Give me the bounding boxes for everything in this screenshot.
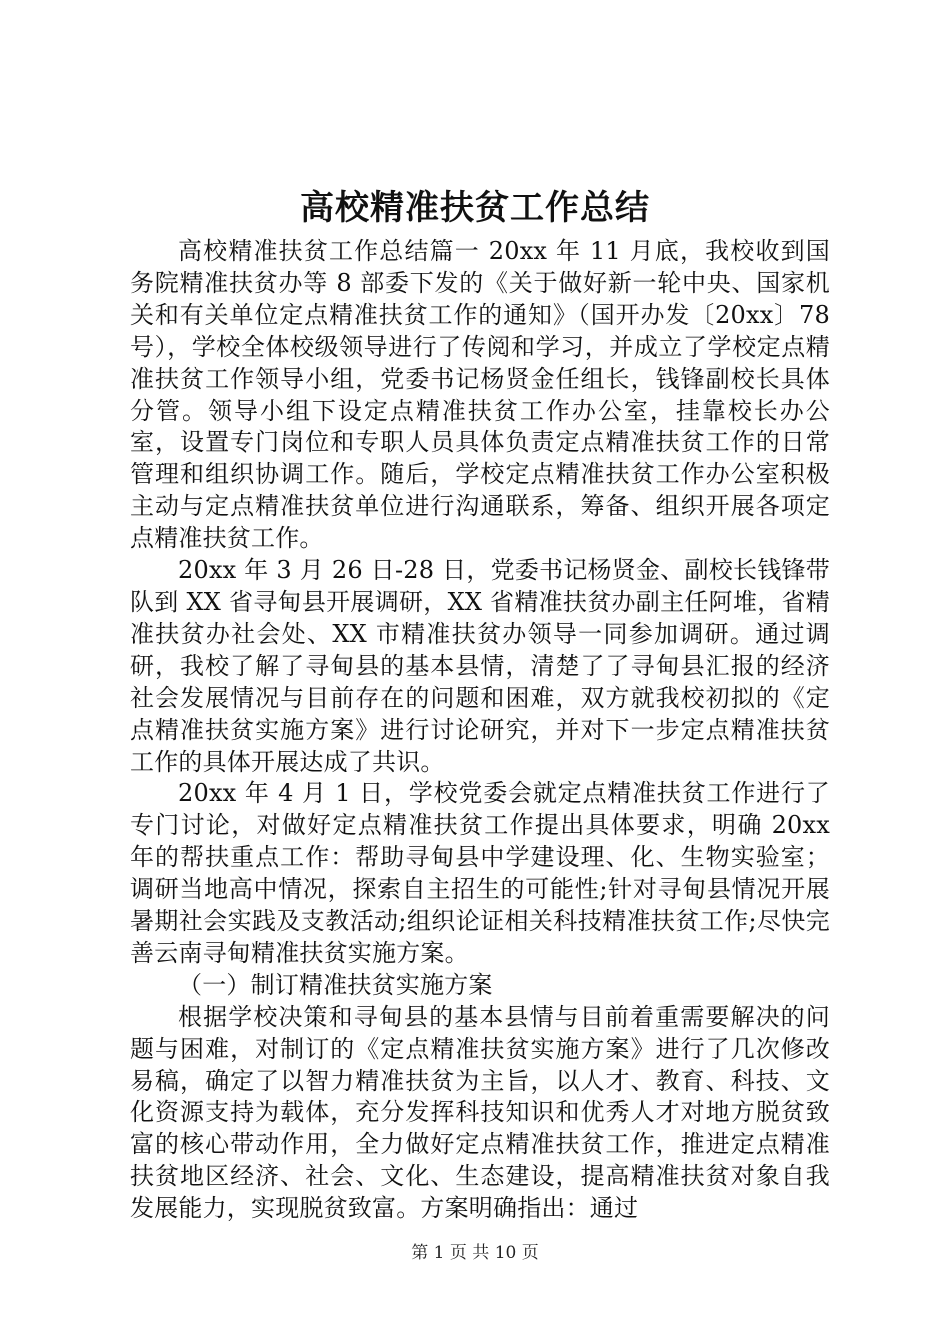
section-heading: （一）制订精准扶贫实施方案	[178, 970, 493, 999]
paragraph-intro: 高校精准扶贫工作总结篇一 20xx 年 11 月底，我校收到国务院精准扶贫办等 8 部委下发的《关于做好新一轮中央、国家机关和有关单位定点精准扶贫工作的通知》（国开办发〔20xx〕78 号），学校全体校级领导进行了传阅和学习，并成立了学校定点精准扶贫工作领导小组，党委书记杨贤金任组长，钱锋副校长具体分管。领导小组下设定点精准扶贫工作办公室，挂靠校长办公室，设置专门岗位和专职人员具体负责定点精准扶贫工作的日常管理和组织协调工作。随后，学校定点精准扶贫工作办公室积极主动与定点精准扶贫单位进行沟通联系，筹备、组织开展各项定点精准扶贫工作。	[130, 237, 830, 553]
paragraph-research-trip: 20xx 年 3 月 26 日-28 日，党委书记杨贤金、副校长钱锋带队到 XX 省寻甸县开展调研，XX 省精准扶贫办副主任阿堆，省精准扶贫办社会处、XX 市精准扶贫办领导一同参加调研。通过调研，我校了解了寻甸县的基本县情，清楚了了寻甸县汇报的经济社会发展情况与目前存在的问题和困难，双方就我校初拟的《定点精准扶贫实施方案》进行讨论研究，并对下一步定点精准扶贫工作的具体开展达成了共识。	[130, 556, 830, 776]
document-body	[130, 236, 830, 1225]
paragraph-plan: 根据学校决策和寻甸县的基本县情与目前着重需要解决的问题与困难，对制订的《定点精准扶贫实施方案》进行了几次修改易稿，确定了以智力精准扶贫为主旨，以人才、教育、科技、文化资源支持为载体，充分发挥科技知识和优秀人才对地方脱贫致富的核心带动作用，全力做好定点精准扶贫工作，推进定点精准扶贫地区经济、社会、文化、生态建设，提高精准扶贫对象自我发展能力，实现脱贫致富。方案明确指出：通过	[130, 1002, 830, 1223]
paragraph-party-meeting: 20xx 年 4 月 1 日，学校党委会就定点精准扶贫工作进行了专门讨论，对做好定点精准扶贫工作提出具体要求，明确 20xx 年的帮扶重点工作：帮助寻甸县中学建设理、化、生物实验室；调研当地高中情况，探索自主招生的可能性;针对寻甸县情况开展暑期社会实践及支教活动;组织论证相关科技精准扶贫工作;尽快完善云南寻甸精准扶贫实施方案。	[130, 779, 830, 967]
page-number-footer: 第 1 页 共 10 页	[411, 1243, 539, 1263]
page-title: 高校精准扶贫工作总结	[300, 188, 650, 228]
